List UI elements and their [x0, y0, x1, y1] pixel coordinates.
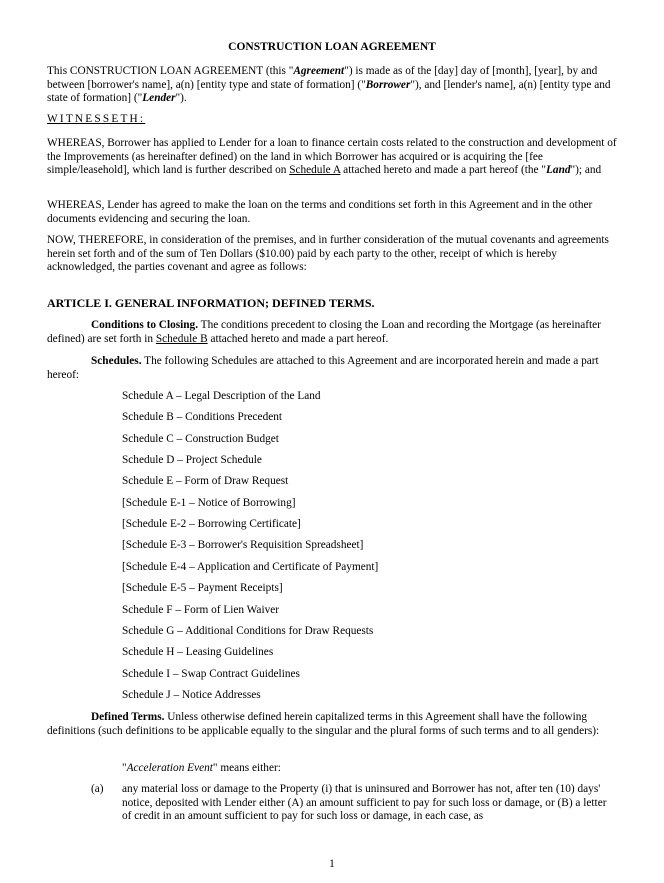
term-acceleration-event: Acceleration Event [126, 762, 213, 774]
schedule-item: [Schedule E-5 – Payment Receipts] [122, 582, 283, 595]
whereas1-text-3: "); and [570, 164, 602, 177]
defined-terms-text: Unless otherwise defined herein capitalized terms in this Agreement shall have the following definitions (such definitions to be applicable equally to the singular and the plural forms of such terms and to all genders): [47, 711, 600, 737]
whereas1-text-1: WHEREAS, Borrower has applied to Lender for a loan to finance certain costs related to the construction and development of the Improvements (as hereinafter defined) on the land in which Borrower has acquired or is acquiring the [fee simple/leasehold], which land is further described on [47, 137, 617, 177]
acceleration-text: " means either: [212, 762, 281, 774]
schedule-item: Schedule D – Project Schedule [122, 454, 262, 467]
whereas-paragraph-2: WHEREAS, Lender has agreed to make the loan on the terms and conditions set forth in this Agreement and in the other documents evidencing and securing the loan. [47, 199, 593, 225]
term-lender: Lender [142, 92, 176, 105]
schedule-item: Schedule A – Legal Description of the Land [122, 390, 321, 402]
conditions-heading: Conditions to Closing. [91, 319, 199, 331]
item-a-text: any material loss or damage to the Property (i) that is uninsured and Borrower has not, after ten (10) days' notice, deposited with Lender either (A) an amount sufficient to pay for such loss or damage, or (B) a letter of credit in an amount sufficient to pay for such loss or damage, in each case, as [122, 783, 607, 823]
schedule-item: [Schedule E-2 – Borrowing Certificate] [122, 518, 301, 531]
acceleration-event-definition [122, 762, 281, 776]
schedules-heading: Schedules. [91, 355, 142, 367]
term-agreement: Agreement [293, 65, 345, 77]
schedules-text: The following Schedules are attached to this Agreement and are incorporated herein and made a part hereof: [47, 355, 599, 381]
schedule-item: Schedule E – Form of Draw Request [122, 475, 289, 488]
conditions-paragraph [47, 319, 622, 346]
whereas-paragraph-1 [47, 137, 622, 178]
whereas1-text-2: attached hereto and made a part hereof (the " [340, 164, 547, 177]
schedule-item: Schedule C – Construction Budget [122, 432, 279, 445]
intro-text-4: "). [175, 92, 187, 105]
quote-open: " [122, 762, 127, 774]
term-land: Land [546, 164, 571, 177]
schedule-b-reference: Schedule B [155, 332, 208, 345]
now-therefore-paragraph: NOW, THEREFORE, in consideration of the premises, and in further consideration of the mutual covenants and agreements herein set forth and of the sum of Ten Dollars ($10.00) paid by each party to the other, receipt of which is hereby acknowledged, the parties covenant and agree as follows: [47, 234, 609, 274]
intro-text-2: ") is made as of the [day] day of [month], [year], by and between [borrower's name], a(n) [entity type and state of formation] (" [47, 65, 598, 91]
item-a-label: (a) [91, 783, 104, 795]
intro-paragraph [47, 65, 622, 106]
schedule-a-reference: Schedule A [289, 164, 341, 177]
conditions-text-1: The conditions precedent to closing the Loan and recording the Mortgage (as hereinafter defined) are set forth in [47, 319, 601, 345]
schedule-item: [Schedule E-4 – Application and Certificate of Payment] [122, 560, 379, 573]
defined-terms-heading: Defined Terms. [91, 711, 165, 723]
article-1-heading: ARTICLE I. GENERAL INFORMATION; DEFINED TERMS. [47, 296, 375, 310]
schedules-paragraph [47, 355, 622, 382]
document-title: CONSTRUCTION LOAN AGREEMENT [228, 41, 436, 53]
page-number: 1 [329, 858, 335, 870]
schedule-item: [Schedule E-3 – Borrower's Requisition Spreadsheet] [122, 539, 364, 552]
defined-terms-paragraph [47, 711, 622, 738]
schedule-item: [Schedule E-1 – Notice of Borrowing] [122, 496, 296, 509]
intro-text-3: "), and [lender's name], a(n) [entity type and state of formation] (" [47, 78, 611, 105]
witnesseth-heading: WITNESSETH: [47, 113, 146, 125]
conditions-text-2: attached hereto and made a part hereof. [207, 332, 389, 345]
schedule-item: Schedule F – Form of Lien Waiver [122, 603, 280, 616]
schedule-item: Schedule J – Notice Addresses [122, 688, 261, 701]
schedule-item: Schedule I – Swap Contract Guidelines [122, 667, 300, 680]
intro-text-1: This CONSTRUCTION LOAN AGREEMENT (this " [47, 65, 294, 77]
schedule-item: Schedule H – Leasing Guidelines [122, 646, 274, 659]
schedule-item: Schedule B – Conditions Precedent [122, 411, 283, 424]
schedule-item: Schedule G – Additional Conditions for Draw Requests [122, 624, 374, 637]
term-borrower: Borrower [365, 78, 411, 91]
